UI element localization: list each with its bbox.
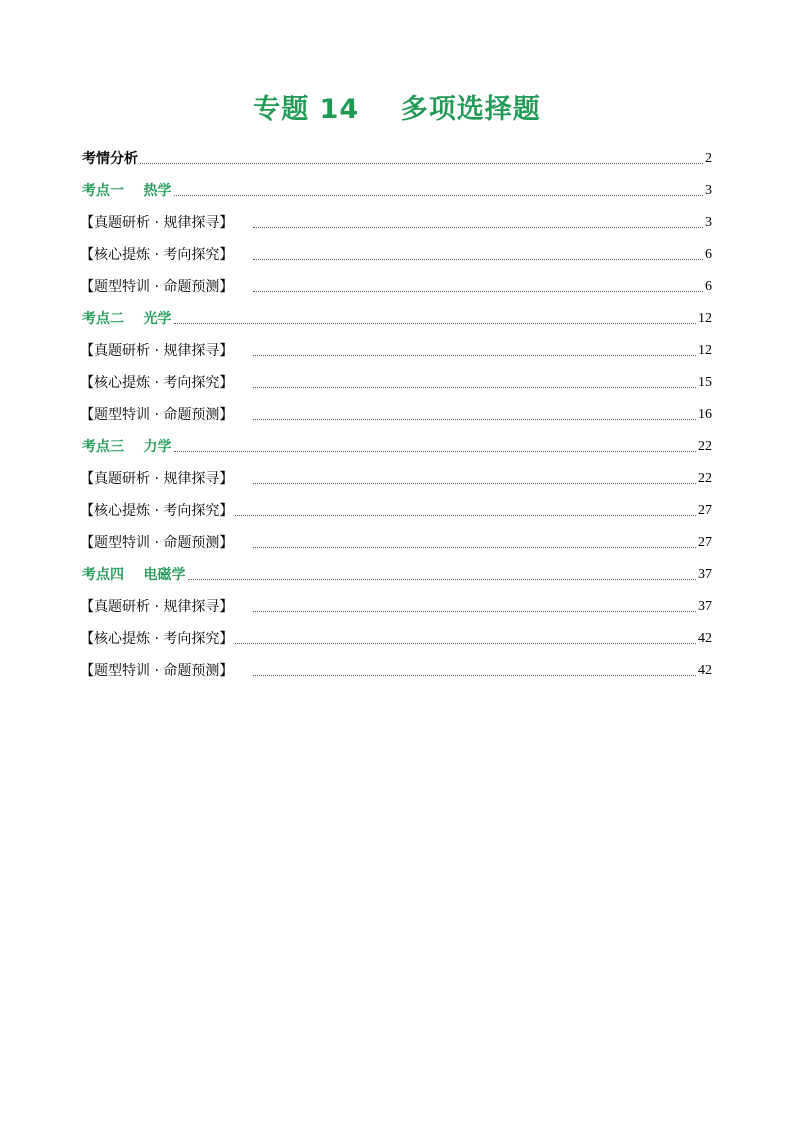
toc-subsection-label: 【真题研析 · 规律探寻】 <box>80 343 234 359</box>
toc-entry[interactable] <box>82 392 712 424</box>
toc-section-label: 考点二 光学 <box>82 311 172 327</box>
toc-page-number: 27 <box>698 503 712 518</box>
toc-page-number: 3 <box>705 215 712 230</box>
toc-page-number: 3 <box>705 183 712 198</box>
toc-entry[interactable] <box>82 552 712 584</box>
toc-entry[interactable] <box>82 488 712 520</box>
toc-entry[interactable] <box>82 520 712 552</box>
toc-subsection-label: 【题型特训 · 命题预测】 <box>80 279 234 295</box>
toc-entry[interactable] <box>82 296 712 328</box>
toc-page-number: 15 <box>698 375 712 390</box>
dot-leader <box>253 354 696 356</box>
toc-page-number: 22 <box>698 439 712 454</box>
toc-page-number: 42 <box>698 663 712 678</box>
toc-subsection-label: 【核心提炼 · 考向探究】 <box>80 631 234 647</box>
page-title: 专题 14 多项选择题 <box>253 94 541 125</box>
toc-page-number: 2 <box>705 151 712 166</box>
toc-page-number: 42 <box>698 631 712 646</box>
toc-page-number: 6 <box>705 247 712 262</box>
dot-leader <box>253 610 696 612</box>
toc-entry[interactable] <box>82 168 712 200</box>
toc-entry[interactable] <box>82 648 712 680</box>
toc-subsection-label: 【核心提炼 · 考向探究】 <box>80 503 234 519</box>
dot-leader <box>174 194 704 196</box>
toc-subsection-label: 【题型特训 · 命题预测】 <box>80 535 234 551</box>
toc-section-label: 考点一 热学 <box>82 183 172 199</box>
dot-leader <box>188 578 697 580</box>
toc-heading-label: 考情分析 <box>82 151 138 167</box>
toc-entry[interactable] <box>82 328 712 360</box>
dot-leader <box>235 642 696 644</box>
toc-entry[interactable] <box>82 424 712 456</box>
toc-entry[interactable] <box>82 584 712 616</box>
toc-entry[interactable] <box>82 616 712 648</box>
dot-leader <box>253 418 696 420</box>
toc-page-number: 6 <box>705 279 712 294</box>
dot-leader <box>235 514 696 516</box>
dot-leader <box>253 226 703 228</box>
table-of-contents <box>82 136 712 680</box>
toc-entry[interactable] <box>82 136 712 168</box>
toc-page-number: 12 <box>698 311 712 326</box>
dot-leader <box>253 482 696 484</box>
toc-page-number: 27 <box>698 535 712 550</box>
toc-page-number: 37 <box>698 599 712 614</box>
toc-entry[interactable] <box>82 264 712 296</box>
toc-subsection-label: 【核心提炼 · 考向探究】 <box>80 247 234 263</box>
toc-entry[interactable] <box>82 232 712 264</box>
toc-subsection-label: 【题型特训 · 命题预测】 <box>80 663 234 679</box>
dot-leader <box>174 322 697 324</box>
toc-subsection-label: 【真题研析 · 规律探寻】 <box>80 215 234 231</box>
dot-leader <box>140 162 703 164</box>
toc-page-number: 12 <box>698 343 712 358</box>
toc-page-number: 37 <box>698 567 712 582</box>
dot-leader <box>253 290 703 292</box>
dot-leader <box>174 450 697 452</box>
dot-leader <box>253 674 696 676</box>
toc-section-label: 考点三 力学 <box>82 439 172 455</box>
toc-entry[interactable] <box>82 360 712 392</box>
toc-subsection-label: 【题型特训 · 命题预测】 <box>80 407 234 423</box>
toc-page-number: 16 <box>698 407 712 422</box>
dot-leader <box>253 546 696 548</box>
dot-leader <box>253 386 696 388</box>
toc-section-label: 考点四 电磁学 <box>82 567 186 583</box>
toc-subsection-label: 【真题研析 · 规律探寻】 <box>80 599 234 615</box>
dot-leader <box>253 258 703 260</box>
toc-subsection-label: 【真题研析 · 规律探寻】 <box>80 471 234 487</box>
toc-subsection-label: 【核心提炼 · 考向探究】 <box>80 375 234 391</box>
toc-entry[interactable] <box>82 200 712 232</box>
toc-page-number: 22 <box>698 471 712 486</box>
toc-entry[interactable] <box>82 456 712 488</box>
